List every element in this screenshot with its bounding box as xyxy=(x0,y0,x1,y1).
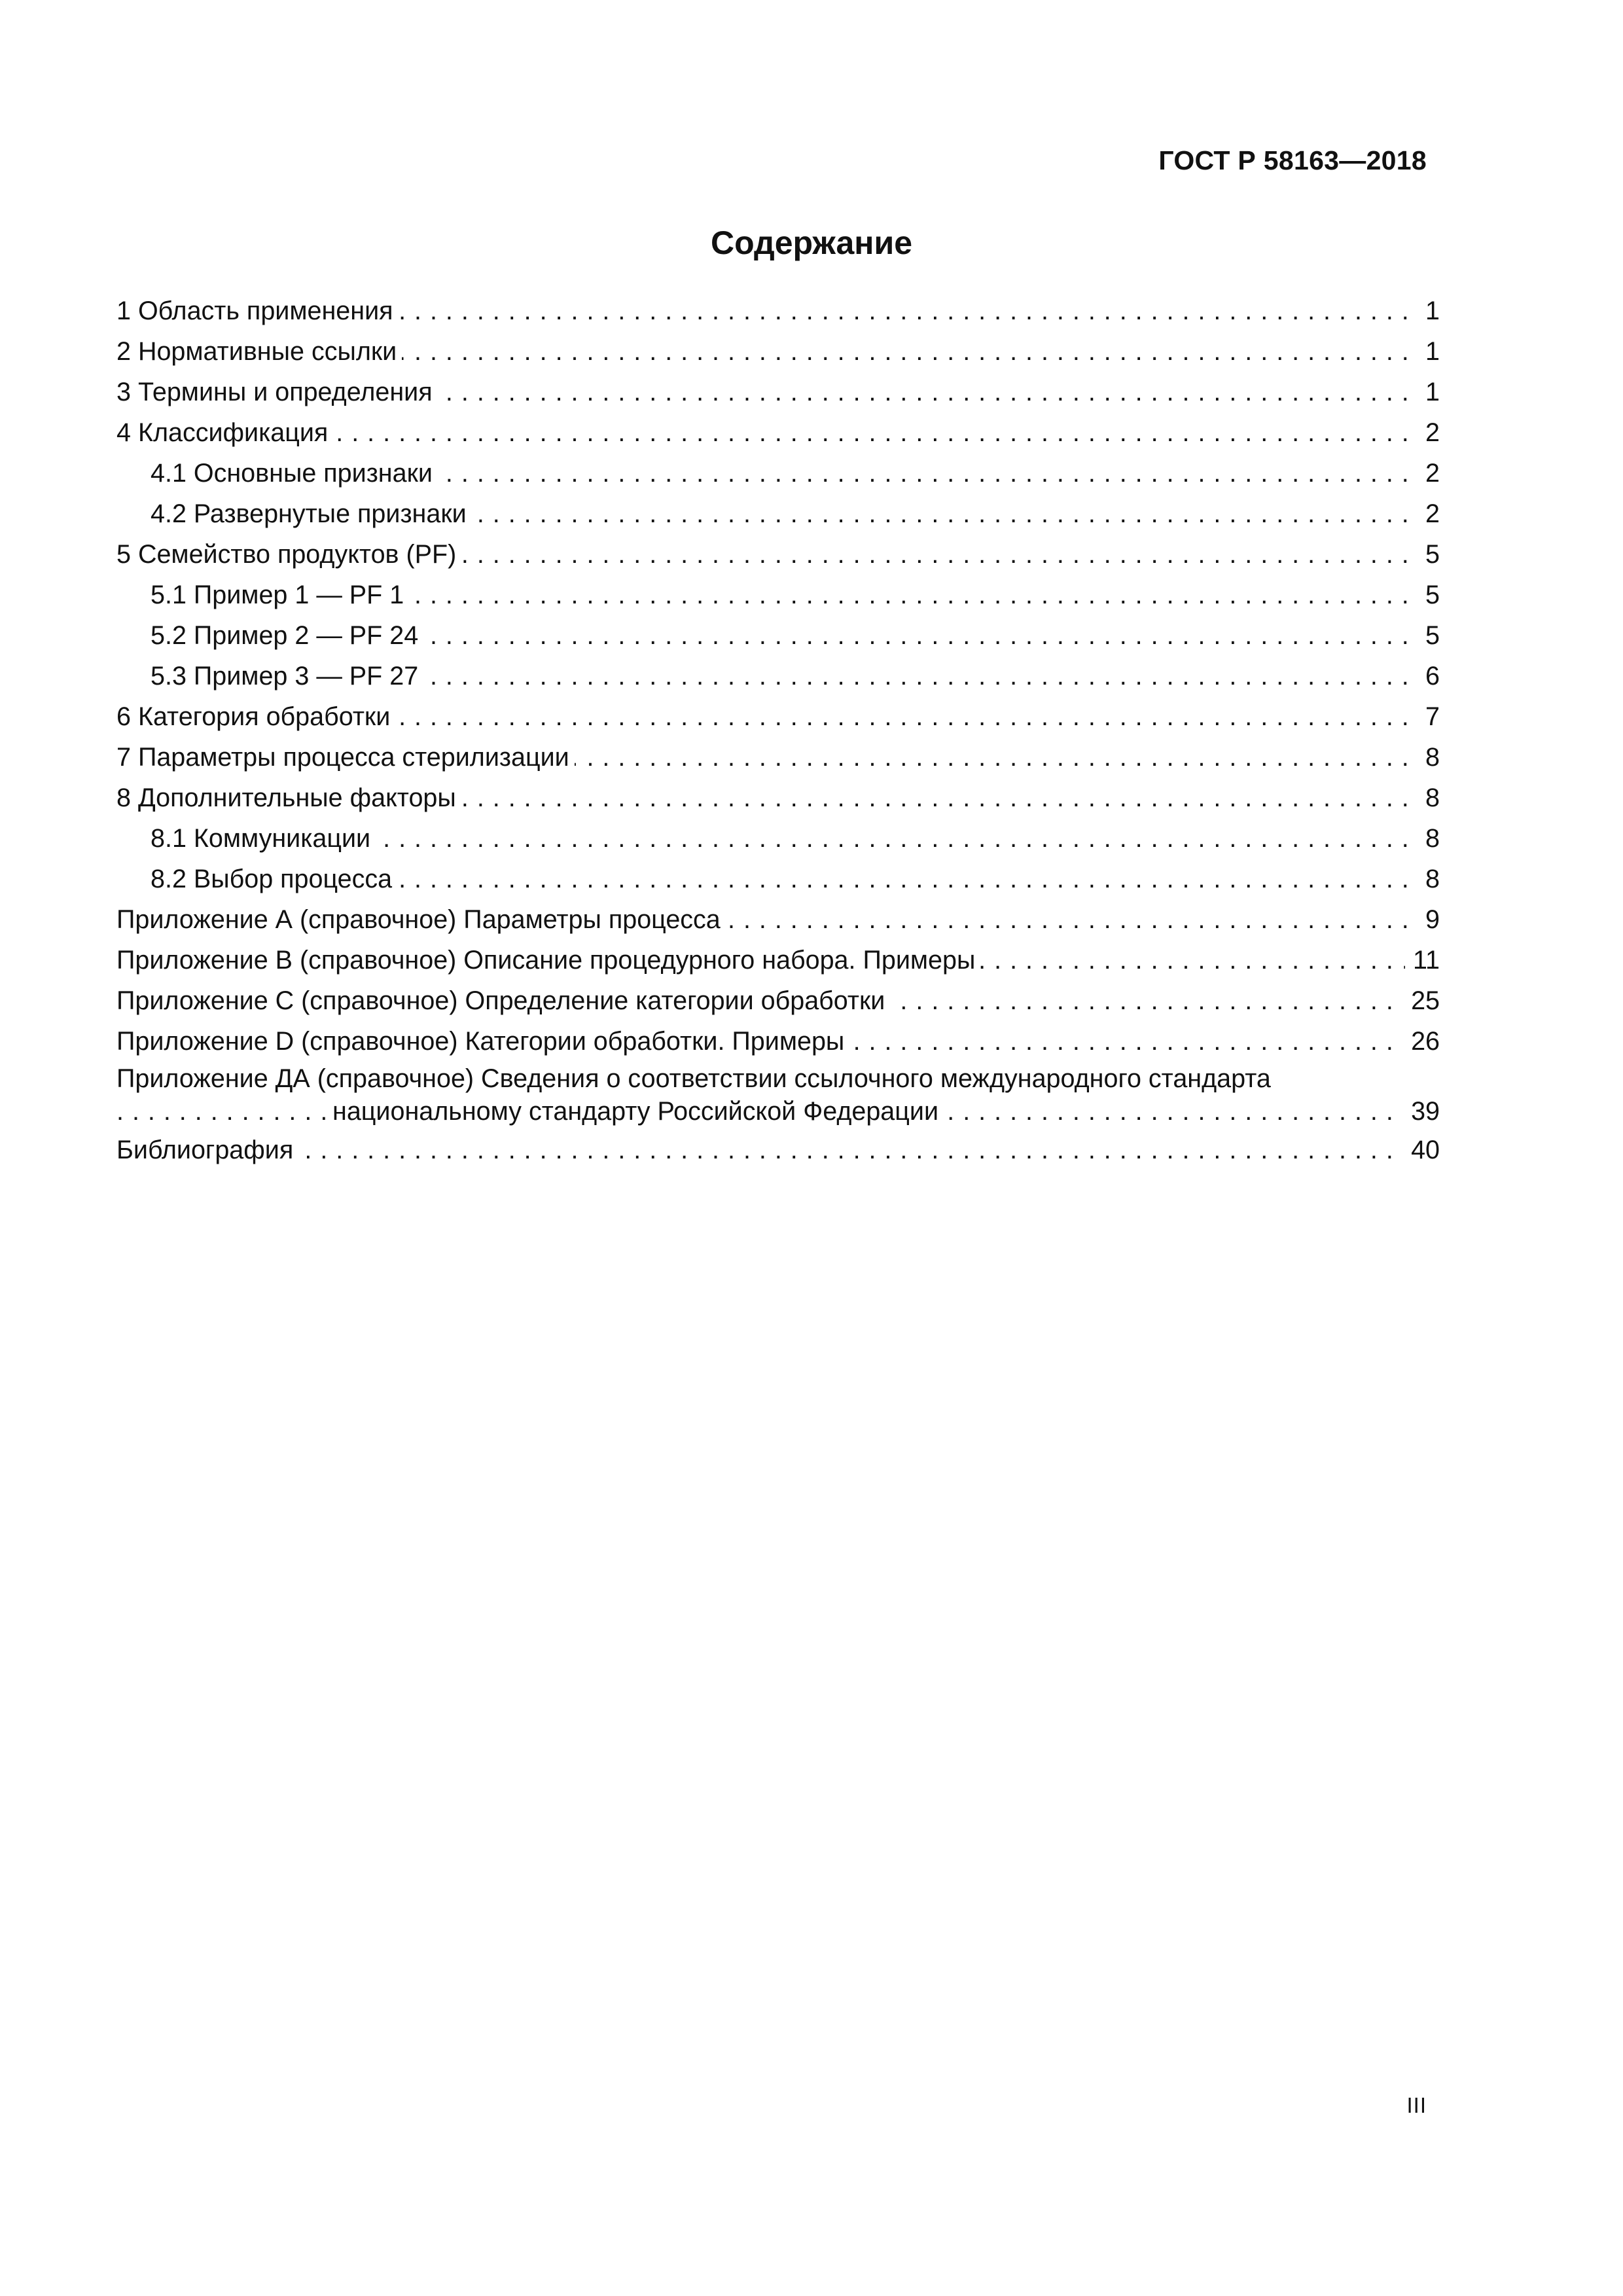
toc-title: Содержание xyxy=(710,224,913,261)
toc-entry-page: 5 xyxy=(1418,575,1440,615)
toc-entry-label: Приложение С (справочное) Определение категории обработки xyxy=(116,980,890,1021)
toc-entry-page: 5 xyxy=(1418,534,1440,575)
toc-entry-page: 1 xyxy=(1418,372,1440,412)
toc-entry-label-line-1: Приложение ДА (справочное) Сведения о соответствии ссылочного международного стандарта xyxy=(116,1062,1440,1096)
toc-entry-appendix-c[interactable] xyxy=(116,980,1440,1021)
toc-entry-label: 2 Нормативные ссылки xyxy=(116,331,402,372)
toc-entry-page: 26 xyxy=(1403,1021,1440,1062)
toc-entry-page: 39 xyxy=(1403,1093,1440,1130)
toc-entry-label: Библиография xyxy=(116,1130,298,1170)
toc-entry-label: Приложение D (справочное) Категории обработки. Примеры xyxy=(116,1021,849,1062)
toc-entry-section-5-3[interactable] xyxy=(116,656,1440,696)
toc-entry-section-7[interactable] xyxy=(116,737,1440,778)
toc-entry-page: 8 xyxy=(1418,737,1440,778)
toc-entry-label: 5.2 Пример 2 — PF 24 xyxy=(116,615,423,656)
toc-entry-section-4-2[interactable] xyxy=(116,493,1440,534)
toc-entry-page: 2 xyxy=(1418,493,1440,534)
toc-entry-label-line-2: национальному стандарту Российской Федерации xyxy=(332,1093,944,1130)
toc-entry-page: 1 xyxy=(1418,291,1440,331)
toc-entry-label: Приложение А (справочное) Параметры процесса xyxy=(116,899,726,940)
document-code: ГОСТ Р 58163—2018 xyxy=(1158,145,1427,175)
toc-entry-section-8[interactable] xyxy=(116,778,1440,818)
toc-entry-section-8-2[interactable] xyxy=(116,859,1440,899)
toc-entry-label: 4 Классификация xyxy=(116,412,333,453)
toc-entry-page: 1 xyxy=(1418,331,1440,372)
toc-entry-section-3[interactable] xyxy=(116,372,1440,412)
toc-entry-label: 5 Семейство продуктов (PF) xyxy=(116,534,461,575)
toc-entry-label: 3 Термины и определения xyxy=(116,372,438,412)
toc-entry-appendix-b[interactable] xyxy=(116,940,1440,980)
toc-entry-appendix-d[interactable] xyxy=(116,1021,1440,1062)
toc-entry-page: 40 xyxy=(1403,1130,1440,1170)
toc-entry-label: 7 Параметры процесса стерилизации xyxy=(116,737,575,778)
toc-entry-section-4-1[interactable] xyxy=(116,453,1440,493)
toc-entry-page: 2 xyxy=(1418,453,1440,493)
toc-entry-page: 8 xyxy=(1418,818,1440,859)
toc-entry-page: 5 xyxy=(1418,615,1440,656)
toc-entry-page: 11 xyxy=(1405,940,1440,980)
toc-entry-second-line xyxy=(116,1093,1440,1130)
toc-entry-label: 8.1 Коммуникации xyxy=(116,818,376,859)
toc-entry-page: 8 xyxy=(1418,778,1440,818)
toc-entry-label: 4.2 Развернутые признаки xyxy=(116,493,472,534)
toc-entry-label: 4.1 Основные признаки xyxy=(116,453,438,493)
toc-entry-label: Приложение В (справочное) Описание процедурного набора. Примеры xyxy=(116,940,980,980)
toc-entry-bibliography[interactable] xyxy=(116,1130,1440,1170)
toc-entry-section-1[interactable] xyxy=(116,291,1440,331)
toc-entry-appendix-da[interactable] xyxy=(116,1062,1440,1130)
toc-entry-label: 5.1 Пример 1 — PF 1 xyxy=(116,575,409,615)
toc-entry-section-4[interactable] xyxy=(116,412,1440,453)
toc-entry-label: 1 Область применения xyxy=(116,291,399,331)
toc-entry-section-5-1[interactable] xyxy=(116,575,1440,615)
table-of-contents xyxy=(116,291,1440,1170)
toc-entry-section-5[interactable] xyxy=(116,534,1440,575)
toc-entry-appendix-a[interactable] xyxy=(116,899,1440,940)
toc-entry-label: 5.3 Пример 3 — PF 27 xyxy=(116,656,423,696)
toc-entry-section-6[interactable] xyxy=(116,696,1440,737)
toc-entry-page: 9 xyxy=(1418,899,1440,940)
toc-entry-label: 8.2 Выбор процесса xyxy=(116,859,397,899)
toc-entry-page: 7 xyxy=(1418,696,1440,737)
toc-entry-label: 8 Дополнительные факторы xyxy=(116,778,461,818)
toc-entry-page: 2 xyxy=(1418,412,1440,453)
toc-entry-page: 25 xyxy=(1403,980,1440,1021)
page-number: III xyxy=(1406,2093,1427,2117)
dot-leader xyxy=(116,1130,1440,1170)
toc-entry-page: 6 xyxy=(1418,656,1440,696)
toc-entry-page: 8 xyxy=(1418,859,1440,899)
toc-entry-label: 6 Категория обработки xyxy=(116,696,395,737)
toc-entry-section-2[interactable] xyxy=(116,331,1440,372)
toc-entry-section-5-2[interactable] xyxy=(116,615,1440,656)
toc-entry-section-8-1[interactable] xyxy=(116,818,1440,859)
